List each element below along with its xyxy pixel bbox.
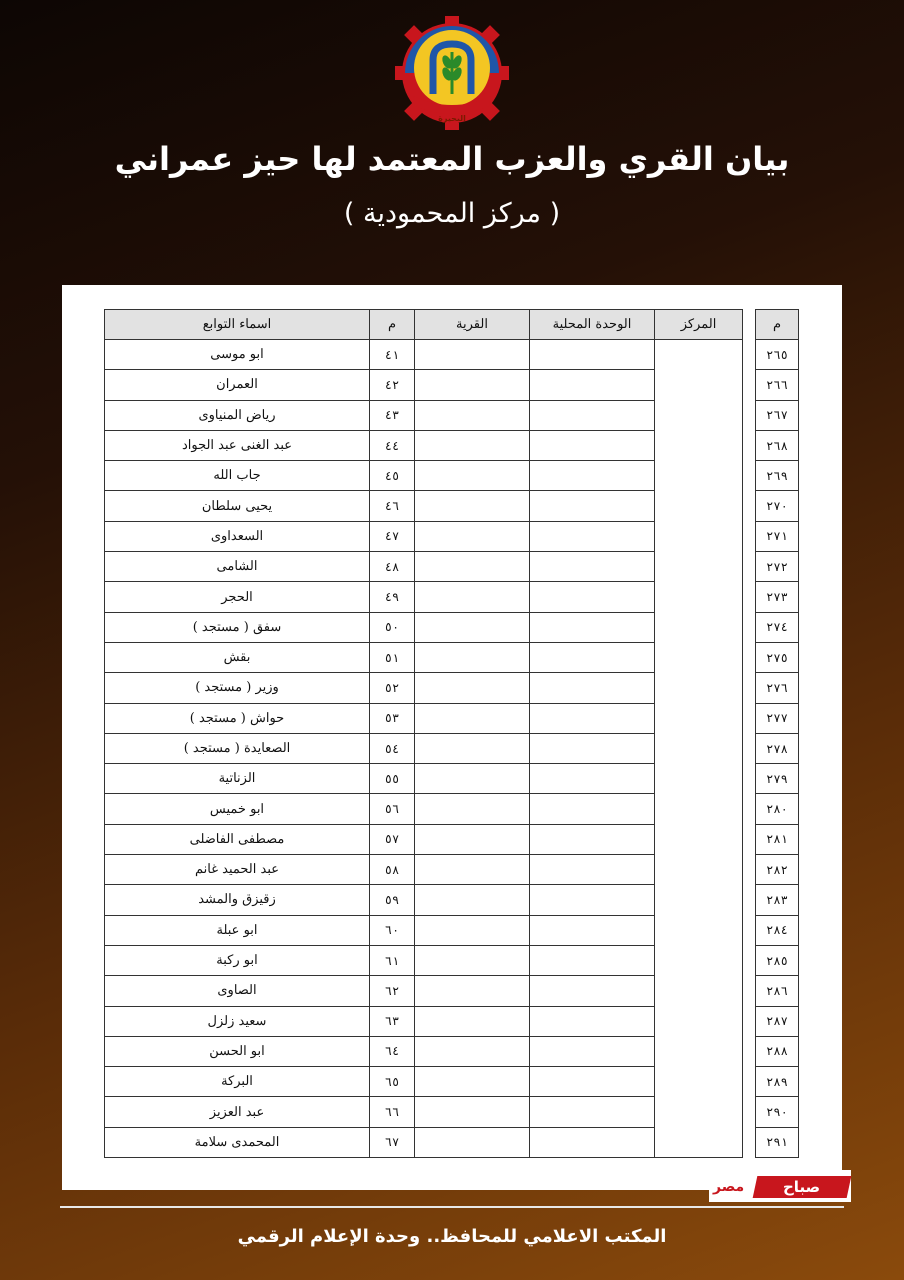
cell-unit	[530, 340, 655, 370]
cell-center	[655, 673, 743, 703]
col-header-m2: م	[370, 310, 415, 340]
cell-center	[655, 1006, 743, 1036]
cell-index: ٢٨٨	[756, 1036, 799, 1066]
table-row	[105, 582, 799, 612]
cell-village	[415, 340, 530, 370]
table-header-row	[105, 310, 799, 340]
cell-name: عبد الغنى عبد الجواد	[105, 430, 370, 460]
cell-unit	[530, 733, 655, 763]
column-gap	[743, 794, 756, 824]
cell-index: ٢٧٤	[756, 612, 799, 642]
cell-index: ٢٨٥	[756, 945, 799, 975]
cell-center	[655, 794, 743, 824]
cell-sub-index: ٥١	[370, 642, 415, 672]
cell-unit	[530, 400, 655, 430]
cell-index: ٢٦٧	[756, 400, 799, 430]
cell-name: المحمدى سلامة	[105, 1127, 370, 1157]
cell-village	[415, 552, 530, 582]
cell-index: ٢٧٩	[756, 764, 799, 794]
cell-unit	[530, 1097, 655, 1127]
cell-name: ابو موسى	[105, 340, 370, 370]
cell-index: ٢٨٣	[756, 885, 799, 915]
cell-name: عبد الحميد غانم	[105, 855, 370, 885]
table-row	[105, 521, 799, 551]
table-row	[105, 430, 799, 460]
column-gap	[743, 430, 756, 460]
cell-index: ٢٧٧	[756, 703, 799, 733]
cell-village	[415, 491, 530, 521]
cell-village	[415, 915, 530, 945]
cell-name: ابو الحسن	[105, 1036, 370, 1066]
page-subtitle: ( مركز المحمودية )	[343, 198, 561, 229]
cell-center	[655, 400, 743, 430]
cell-sub-index: ٥٥	[370, 764, 415, 794]
table-row	[105, 945, 799, 975]
villages-table	[104, 309, 799, 1158]
column-gap	[743, 673, 756, 703]
cell-unit	[530, 885, 655, 915]
cell-name: سفق ( مستجد )	[105, 612, 370, 642]
cell-center	[655, 370, 743, 400]
column-gap	[743, 885, 756, 915]
table-row	[105, 703, 799, 733]
cell-sub-index: ٤٩	[370, 582, 415, 612]
column-gap	[743, 310, 756, 340]
table-row	[105, 1097, 799, 1127]
cell-name: سعيد زلزل	[105, 1006, 370, 1036]
cell-sub-index: ٥٩	[370, 885, 415, 915]
cell-index: ٢٩٠	[756, 1097, 799, 1127]
cell-name: ابو خميس	[105, 794, 370, 824]
cell-center	[655, 703, 743, 733]
cell-unit	[530, 824, 655, 854]
col-header-center: المركز	[655, 310, 743, 340]
cell-sub-index: ٦١	[370, 945, 415, 975]
cell-name: رياض المنياوى	[105, 400, 370, 430]
cell-index: ٢٧٠	[756, 491, 799, 521]
footer-divider	[60, 1206, 844, 1208]
column-gap	[743, 1067, 756, 1097]
cell-sub-index: ٤٧	[370, 521, 415, 551]
cell-center	[655, 915, 743, 945]
column-gap	[743, 1097, 756, 1127]
cell-unit	[530, 794, 655, 824]
cell-unit	[530, 673, 655, 703]
cell-sub-index: ٦٤	[370, 1036, 415, 1066]
table-row	[105, 642, 799, 672]
col-header-unit: الوحدة المحلية	[530, 310, 655, 340]
document-panel	[62, 285, 842, 1190]
table-row	[105, 855, 799, 885]
column-gap	[743, 400, 756, 430]
cell-index: ٢٧٢	[756, 552, 799, 582]
column-gap	[743, 521, 756, 551]
column-gap	[743, 491, 756, 521]
cell-village	[415, 1097, 530, 1127]
cell-sub-index: ٤٤	[370, 430, 415, 460]
cell-village	[415, 461, 530, 491]
cell-name: جاب الله	[105, 461, 370, 491]
cell-unit	[530, 855, 655, 885]
cell-village	[415, 764, 530, 794]
cell-index: ٢٨٠	[756, 794, 799, 824]
cell-center	[655, 1097, 743, 1127]
cell-index: ٢٧٣	[756, 582, 799, 612]
cell-sub-index: ٦٠	[370, 915, 415, 945]
cell-sub-index: ٥٢	[370, 673, 415, 703]
cell-sub-index: ٦٢	[370, 976, 415, 1006]
cell-index: ٢٨٩	[756, 1067, 799, 1097]
cell-center	[655, 976, 743, 1006]
table-row	[105, 885, 799, 915]
cell-unit	[530, 642, 655, 672]
column-gap	[743, 855, 756, 885]
cell-sub-index: ٥٠	[370, 612, 415, 642]
cell-unit	[530, 915, 655, 945]
badge-suffix: مصر	[713, 1179, 745, 1195]
cell-center	[655, 1036, 743, 1066]
cell-center	[655, 855, 743, 885]
cell-name: الحجر	[105, 582, 370, 612]
cell-sub-index: ٥٨	[370, 855, 415, 885]
cell-sub-index: ٤٢	[370, 370, 415, 400]
cell-village	[415, 370, 530, 400]
column-gap	[743, 642, 756, 672]
cell-name: السعداوى	[105, 521, 370, 551]
cell-unit	[530, 491, 655, 521]
logo-label: البحيرة	[438, 114, 466, 123]
cell-name: مصطفى الفاضلى	[105, 824, 370, 854]
cell-name: زقيزق والمشد	[105, 885, 370, 915]
column-gap	[743, 1127, 756, 1157]
cell-village	[415, 612, 530, 642]
cell-village	[415, 885, 530, 915]
cell-unit	[530, 976, 655, 1006]
col-header-names: اسماء التوابع	[105, 310, 370, 340]
column-gap	[743, 945, 756, 975]
cell-village	[415, 642, 530, 672]
cell-name: حواش ( مستجد )	[105, 703, 370, 733]
cell-center	[655, 612, 743, 642]
column-gap	[743, 582, 756, 612]
column-gap	[743, 461, 756, 491]
cell-unit	[530, 703, 655, 733]
cell-sub-index: ٥٧	[370, 824, 415, 854]
cell-center	[655, 340, 743, 370]
cell-name: عبد العزيز	[105, 1097, 370, 1127]
cell-index: ٢٨٢	[756, 855, 799, 885]
cell-index: ٢٩١	[756, 1127, 799, 1157]
cell-index: ٢٧٦	[756, 673, 799, 703]
column-gap	[743, 976, 756, 1006]
cell-center	[655, 824, 743, 854]
column-gap	[743, 703, 756, 733]
column-gap	[743, 340, 756, 370]
table-row	[105, 1006, 799, 1036]
cell-index: ٢٧٨	[756, 733, 799, 763]
table-row	[105, 733, 799, 763]
column-gap	[743, 733, 756, 763]
table-row	[105, 1067, 799, 1097]
column-gap	[743, 370, 756, 400]
cell-unit	[530, 582, 655, 612]
cell-village	[415, 582, 530, 612]
cell-index: ٢٧١	[756, 521, 799, 551]
table-row	[105, 673, 799, 703]
cell-sub-index: ٦٥	[370, 1067, 415, 1097]
cell-index: ٢٦٩	[756, 461, 799, 491]
cell-center	[655, 1067, 743, 1097]
footer-text: المكتب الاعلامي للمحافظ.. وحدة الإعلام الرقمي	[237, 1226, 667, 1247]
page-title: بيان القري والعزب المعتمد لها حيز عمراني	[114, 140, 790, 178]
cell-center	[655, 552, 743, 582]
cell-village	[415, 1067, 530, 1097]
cell-sub-index: ٤٨	[370, 552, 415, 582]
cell-name: البركة	[105, 1067, 370, 1097]
cell-sub-index: ٥٤	[370, 733, 415, 763]
table-row	[105, 824, 799, 854]
cell-unit	[530, 764, 655, 794]
cell-sub-index: ٦٣	[370, 1006, 415, 1036]
table-row	[105, 552, 799, 582]
cell-name: الصاوى	[105, 976, 370, 1006]
cell-name: يحيى سلطان	[105, 491, 370, 521]
cell-unit	[530, 1067, 655, 1097]
cell-sub-index: ٥٦	[370, 794, 415, 824]
cell-index: ٢٧٥	[756, 642, 799, 672]
cell-index: ٢٨١	[756, 824, 799, 854]
table-row	[105, 1127, 799, 1157]
cell-village	[415, 945, 530, 975]
table-row	[105, 370, 799, 400]
cell-name: بقش	[105, 642, 370, 672]
cell-name: الزناتية	[105, 764, 370, 794]
table-row	[105, 461, 799, 491]
cell-unit	[530, 430, 655, 460]
cell-center	[655, 764, 743, 794]
cell-unit	[530, 945, 655, 975]
table-row	[105, 400, 799, 430]
cell-village	[415, 521, 530, 551]
cell-unit	[530, 1127, 655, 1157]
cell-center	[655, 885, 743, 915]
cell-center	[655, 461, 743, 491]
cell-center	[655, 521, 743, 551]
cell-unit	[530, 370, 655, 400]
cell-center	[655, 642, 743, 672]
table-row	[105, 976, 799, 1006]
cell-index: ٢٦٨	[756, 430, 799, 460]
cell-name: وزير ( مستجد )	[105, 673, 370, 703]
cell-sub-index: ٤٣	[370, 400, 415, 430]
cell-name: الشامى	[105, 552, 370, 582]
cell-index: ٢٨٧	[756, 1006, 799, 1036]
column-gap	[743, 915, 756, 945]
column-gap	[743, 552, 756, 582]
cell-sub-index: ٦٦	[370, 1097, 415, 1127]
cell-sub-index: ٥٣	[370, 703, 415, 733]
table-row	[105, 794, 799, 824]
column-gap	[743, 612, 756, 642]
table-row	[105, 764, 799, 794]
cell-village	[415, 976, 530, 1006]
cell-unit	[530, 612, 655, 642]
column-gap	[743, 824, 756, 854]
cell-village	[415, 1006, 530, 1036]
cell-center	[655, 945, 743, 975]
cell-index: ٢٨٦	[756, 976, 799, 1006]
column-gap	[743, 1036, 756, 1066]
cell-village	[415, 824, 530, 854]
col-header-village: القرية	[415, 310, 530, 340]
cell-name: ابو ركبة	[105, 945, 370, 975]
cell-village	[415, 794, 530, 824]
cell-village	[415, 733, 530, 763]
cell-unit	[530, 461, 655, 491]
cell-village	[415, 400, 530, 430]
cell-name: ابو عبلة	[105, 915, 370, 945]
cell-village	[415, 673, 530, 703]
table-row	[105, 915, 799, 945]
cell-name: العمران	[105, 370, 370, 400]
cell-index: ٢٨٤	[756, 915, 799, 945]
cell-unit	[530, 552, 655, 582]
cell-sub-index: ٤٥	[370, 461, 415, 491]
cell-unit	[530, 1006, 655, 1036]
cell-unit	[530, 1036, 655, 1066]
col-header-m: م	[756, 310, 799, 340]
cell-village	[415, 1127, 530, 1157]
cell-sub-index: ٤١	[370, 340, 415, 370]
cell-center	[655, 1127, 743, 1157]
cell-sub-index: ٦٧	[370, 1127, 415, 1157]
cell-village	[415, 855, 530, 885]
cell-village	[415, 430, 530, 460]
cell-unit	[530, 521, 655, 551]
cell-center	[655, 430, 743, 460]
cell-center	[655, 733, 743, 763]
table-row	[105, 491, 799, 521]
cell-center	[655, 582, 743, 612]
table-row	[105, 1036, 799, 1066]
sabah-masr-badge	[709, 1170, 851, 1202]
cell-index: ٢٦٦	[756, 370, 799, 400]
cell-sub-index: ٤٦	[370, 491, 415, 521]
cell-center	[655, 491, 743, 521]
cell-village	[415, 703, 530, 733]
table-row	[105, 340, 799, 370]
cell-index: ٢٦٥	[756, 340, 799, 370]
cell-name: الصعايدة ( مستجد )	[105, 733, 370, 763]
column-gap	[743, 1006, 756, 1036]
column-gap	[743, 764, 756, 794]
cell-village	[415, 1036, 530, 1066]
table-row	[105, 612, 799, 642]
badge-brand: صباح	[753, 1176, 852, 1198]
